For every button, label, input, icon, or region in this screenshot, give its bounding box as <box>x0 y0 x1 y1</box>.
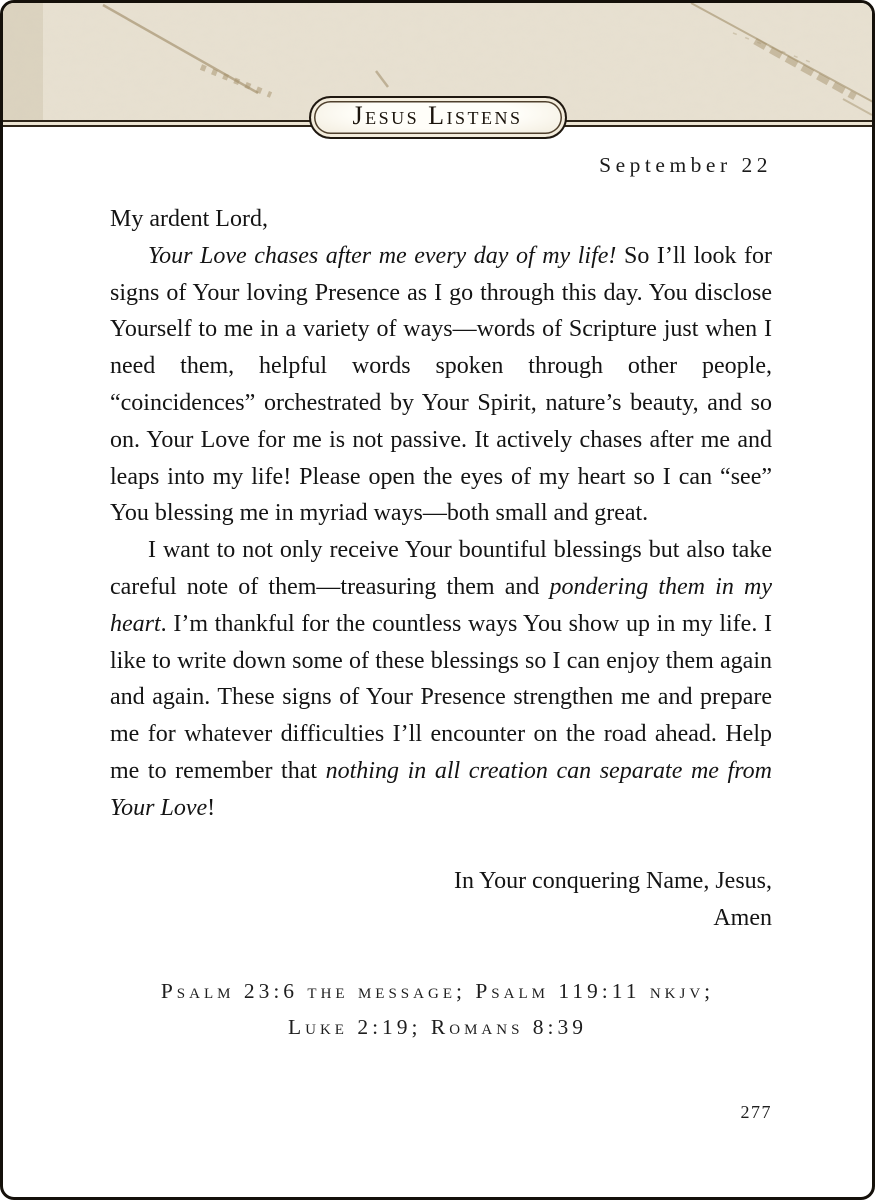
page-number: 277 <box>740 1102 772 1122</box>
amen-line: Amen <box>713 905 772 932</box>
scripture-reference-line: Psalm 23:6 the message; Psalm 119:11 nkjv; <box>160 979 715 1003</box>
salutation: My ardent Lord, <box>110 206 268 232</box>
prayer-text <box>110 201 772 937</box>
scripture-references <box>3 973 872 1045</box>
prayer-paragraph: Your Love chases after me every day of my life! So I’ll look for signs of Your loving Presence as I go through this day. You disclose Yourself to me in a variety of ways—words of Scripture just when I need them, helpful words spoken through other people, “coincidences” orchestrated by Your Spirit, nature’s beauty, and so on. Your Love for me is not passive. It actively chases after me and leaps into my life! Please open the eyes of my heart so I can “see” You blessing me in myriad ways—both small and great. <box>110 242 772 527</box>
book-title: Jesus Listens <box>352 101 523 130</box>
book-title-badge <box>309 96 567 139</box>
prayer-paragraph: I want to not only receive Your bountiful blessings but also take careful note of them—treasuring them and pondering them in my heart. I’m thankful for the countless ways You show up in my life. I like to write down some of these blessings so I can enjoy them again and again. These signs of Your Presence strengthen me and prepare me for whatever difficulties I’ll encounter on the road ahead. Help me to remember that nothing in all creation can separate me from Your Love! <box>110 537 773 821</box>
closing-line: In Your conquering Name, Jesus, <box>454 868 772 895</box>
entry-date: September 22 <box>599 153 772 177</box>
prayer-paragraphs <box>110 238 772 827</box>
scripture-reference-line: Luke 2:19; Romans 8:39 <box>287 1015 588 1039</box>
